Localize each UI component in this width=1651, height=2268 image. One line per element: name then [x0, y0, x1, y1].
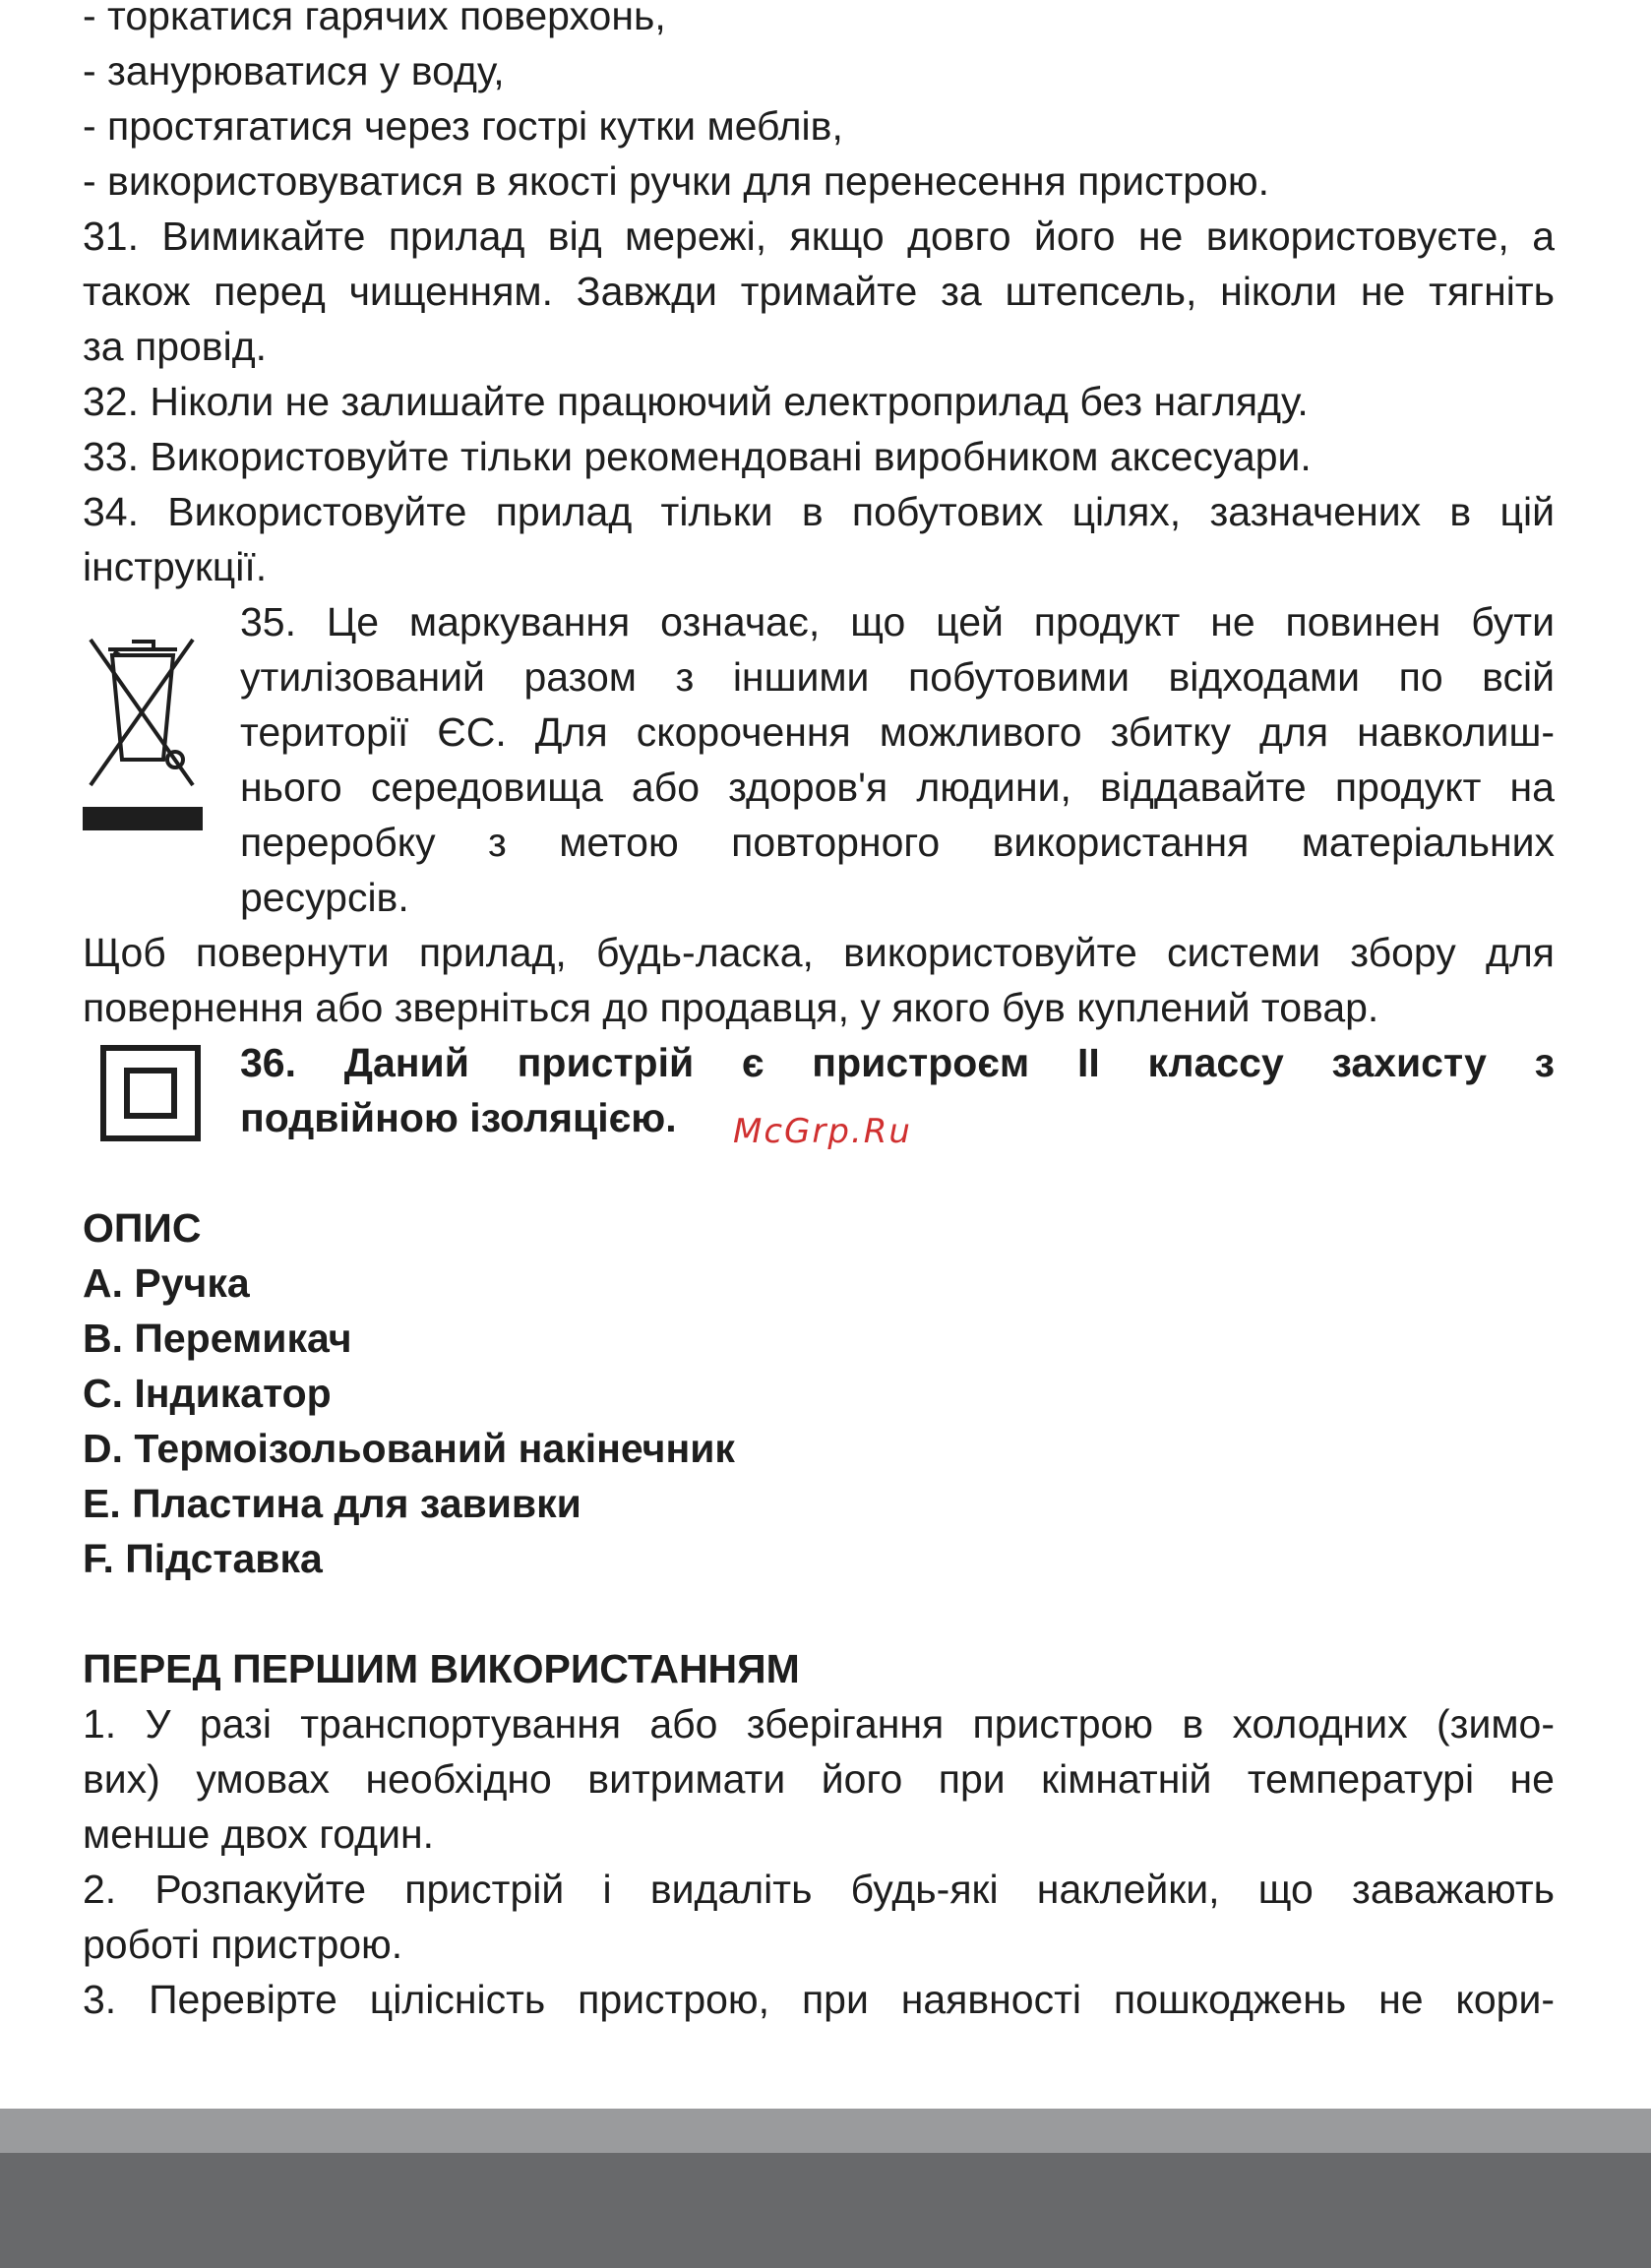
- item-31-line: за провід.: [83, 324, 268, 369]
- footer-band-light: [0, 2109, 1651, 2153]
- item-33: 33. Використовуйте тільки рекомендовані виробником аксесуари.: [83, 434, 1312, 479]
- before-first-use-line: 1. У разі транспортування або зберігання пристрою в холодних (зимо-: [83, 1701, 1555, 1747]
- before-first-use-heading: ПЕРЕД ПЕРШИМ ВИКОРИСТАННЯМ: [83, 1646, 800, 1691]
- item-31-line: 31. Вимикайте прилад від мережі, якщо довго його не використовуєте, а: [83, 214, 1555, 259]
- item-34-line: інструкції.: [83, 544, 268, 589]
- description-item: E. Пластина для завивки: [83, 1481, 581, 1526]
- footer-band-dark: [0, 2153, 1651, 2268]
- crossed-out-wheelie-bin-icon: [83, 612, 203, 830]
- description-heading: ОПИС: [83, 1205, 202, 1251]
- before-first-use-line: 2. Розпакуйте пристрій і видаліть будь-які наклейки, що заважають: [83, 1867, 1555, 1912]
- item-35-line: 35. Це маркування означає, що цей продукт не повинен бути: [240, 599, 1555, 644]
- watermark: McGrp.Ru: [733, 1112, 912, 1151]
- double-square-class-ii-icon: [100, 1045, 201, 1141]
- manual-page: [83, 0, 1555, 2027]
- item-35-line: переробку з метою повторного використання матеріальних: [240, 820, 1555, 865]
- description-item: F. Підставка: [83, 1536, 323, 1581]
- item-35-line: утилізований разом з іншими побутовими відходами по всій: [240, 654, 1555, 700]
- warning-line: - занурюватися у воду,: [83, 48, 505, 93]
- before-first-use-line: вих) умовах необхідно витримати його при кімнатній температурі не: [83, 1756, 1555, 1802]
- warning-line: - використовуватися в якості ручки для перенесення пристрою.: [83, 158, 1270, 204]
- item-36-line: подвійною ізоляцією.: [240, 1095, 677, 1140]
- warning-line: - торкатися гарячих поверхонь,: [83, 0, 666, 38]
- item-34-line: 34. Використовуйте прилад тільки в побутових цілях, зазначених в цій: [83, 489, 1555, 534]
- before-first-use-line: менше двох годин.: [83, 1811, 435, 1857]
- warning-line: - простягатися через гострі кутки меблів,: [83, 103, 843, 149]
- description-item: C. Індикатор: [83, 1371, 332, 1416]
- item-32: 32. Ніколи не залишайте працюючий електроприлад без нагляду.: [83, 379, 1309, 424]
- item-35-block: [83, 594, 1555, 925]
- item-36-line: 36. Даний пристрій є пристроєм ІІ классу захисту з: [240, 1040, 1555, 1085]
- return-note-line: Щоб повернути прилад, будь-ласка, використовуйте системи збору для: [83, 930, 1555, 975]
- before-first-use-line: роботі пристрою.: [83, 1922, 403, 1967]
- description-item: B. Перемикач: [83, 1316, 352, 1361]
- item-31-line: також перед чищенням. Завжди тримайте за штепсель, ніколи не тягніть: [83, 269, 1555, 314]
- item-35-line: нього середовища або здоров'я людини, віддавайте продукт на: [240, 765, 1555, 810]
- before-first-use-line: 3. Перевірте цілісність пристрою, при наявності пошкоджень не кори-: [83, 1977, 1555, 2022]
- item-35-line: території ЄС. Для скорочення можливого збитку для навколиш-: [240, 709, 1555, 755]
- description-item: A. Ручка: [83, 1260, 250, 1306]
- return-note-line: повернення або зверніться до продавця, у якого був куплений товар.: [83, 985, 1379, 1030]
- item-35-line: ресурсів.: [240, 875, 409, 920]
- description-item: D. Термоізольований накінечник: [83, 1426, 735, 1471]
